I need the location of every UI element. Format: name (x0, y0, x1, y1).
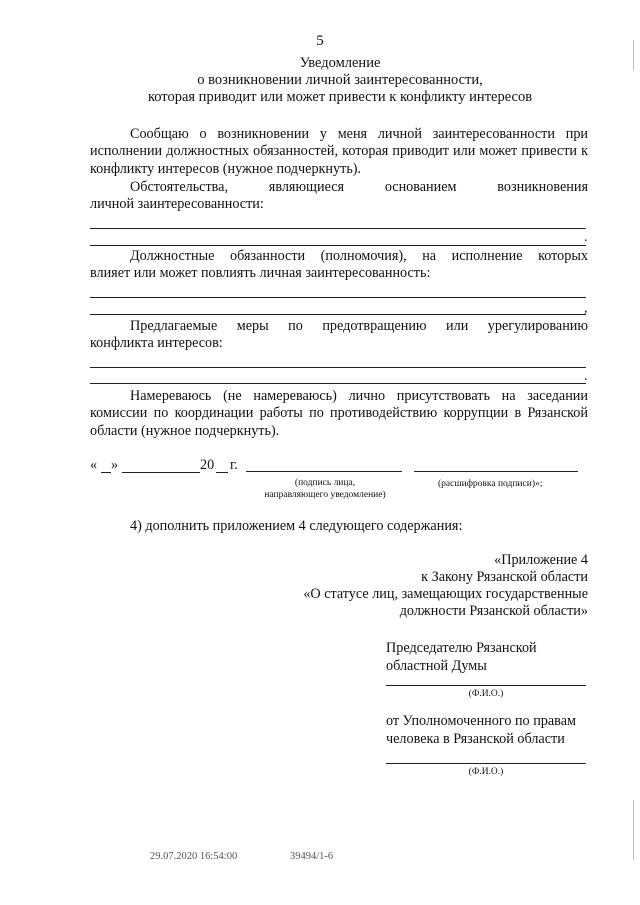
addressee-ombudsman-line2: человека в Рязанской области (386, 730, 565, 747)
document-title (90, 55, 590, 106)
line-comma: , (584, 301, 588, 316)
ombudsman-name-line (386, 763, 586, 764)
paragraph-circumstances-line1: Обстоятельства, являющиеся основанием возникновения (130, 179, 588, 195)
decode-caption-text: (расшифровка подписи)»; (438, 479, 543, 489)
ombudsman-name-caption: (Ф.И.О.) (468, 767, 504, 777)
line-period: . (584, 230, 588, 245)
blank-line (90, 383, 586, 384)
signature-line (246, 471, 402, 472)
scan-edge-mark (633, 800, 634, 860)
blank-line (90, 367, 586, 368)
scan-edge-mark (633, 40, 634, 70)
paragraph-measures-line2: конфликта интересов: (90, 335, 223, 351)
title-line-1: Уведомление (299, 55, 381, 71)
addressee-chairman-line1: Председателю Рязанской (386, 640, 537, 656)
year-blank (216, 472, 228, 473)
addressee-chairman-line2: областной Думы (386, 657, 487, 674)
paragraph-circumstances-line2: личной заинтересованности: (90, 196, 264, 212)
paragraph-measures-line1: Предлагаемые меры по предотвращению или урегулированию (130, 318, 588, 334)
title-line-2: о возникновении личной заинтересованности, (197, 72, 483, 88)
blank-line (90, 297, 586, 298)
year-prefix: 20 (200, 457, 215, 473)
date-open-quote: « (90, 457, 98, 473)
blank-line (90, 314, 586, 315)
month-blank (122, 472, 200, 473)
appendix-header (250, 552, 588, 620)
addressee-ombudsman (386, 713, 576, 748)
blank-line (90, 245, 586, 246)
title-line-3: которая приводит или может привести к конфликту интересов (147, 89, 533, 105)
appendix-line-4: должности Рязанской области» (399, 603, 588, 619)
chairman-name-caption: (Ф.И.О.) (468, 689, 504, 699)
decode-signature-line (414, 471, 578, 472)
paragraph-intent: Намереваюсь (не намереваюсь) лично присутствовать на заседании комиссии по координации работы по противодействию коррупции в Рязанской области (нужное подчеркнуть). (90, 388, 588, 439)
day-blank (101, 472, 111, 473)
footer-timestamp: 29.07.2020 16:54:00 (150, 851, 238, 862)
signature-caption-line1: (подпись лица, (294, 478, 356, 488)
line-period: . (584, 369, 588, 384)
paragraph-duties-line2: влияет или может повлиять личная заинтересованность: (90, 265, 431, 281)
appendix-line-2: к Закону Рязанской области (421, 569, 588, 585)
date-close-quote: » (111, 457, 119, 473)
page-number: 5 (316, 33, 324, 49)
signature-caption-line2: направляющего уведомление) (264, 490, 386, 500)
appendix-line-3: «О статусе лиц, замещающих государственные (303, 586, 588, 602)
appendix-line-1: «Приложение 4 (494, 552, 588, 568)
decode-caption (438, 474, 542, 490)
addressee-chairman (386, 640, 537, 675)
paragraph-report: Сообщаю о возникновении у меня личной заинтересованности при исполнении должностных обязанностей, которая приводит или может привести к конфликту интересов (нужное подчеркнуть). (90, 126, 588, 177)
footer-doc-id: 39494/1-6 (290, 851, 334, 862)
blank-line (90, 228, 586, 229)
amendment-text: 4) дополнить приложением 4 следующего содержания: (130, 518, 463, 534)
year-suffix: г. (230, 457, 238, 473)
paragraph-duties-line1: Должностные обязанности (полномочия), на исполнение которых (130, 248, 588, 264)
signature-caption (240, 477, 410, 501)
chairman-name-line (386, 685, 586, 686)
date-field (90, 457, 260, 475)
addressee-ombudsman-line1: от Уполномоченного по правам (386, 713, 576, 729)
